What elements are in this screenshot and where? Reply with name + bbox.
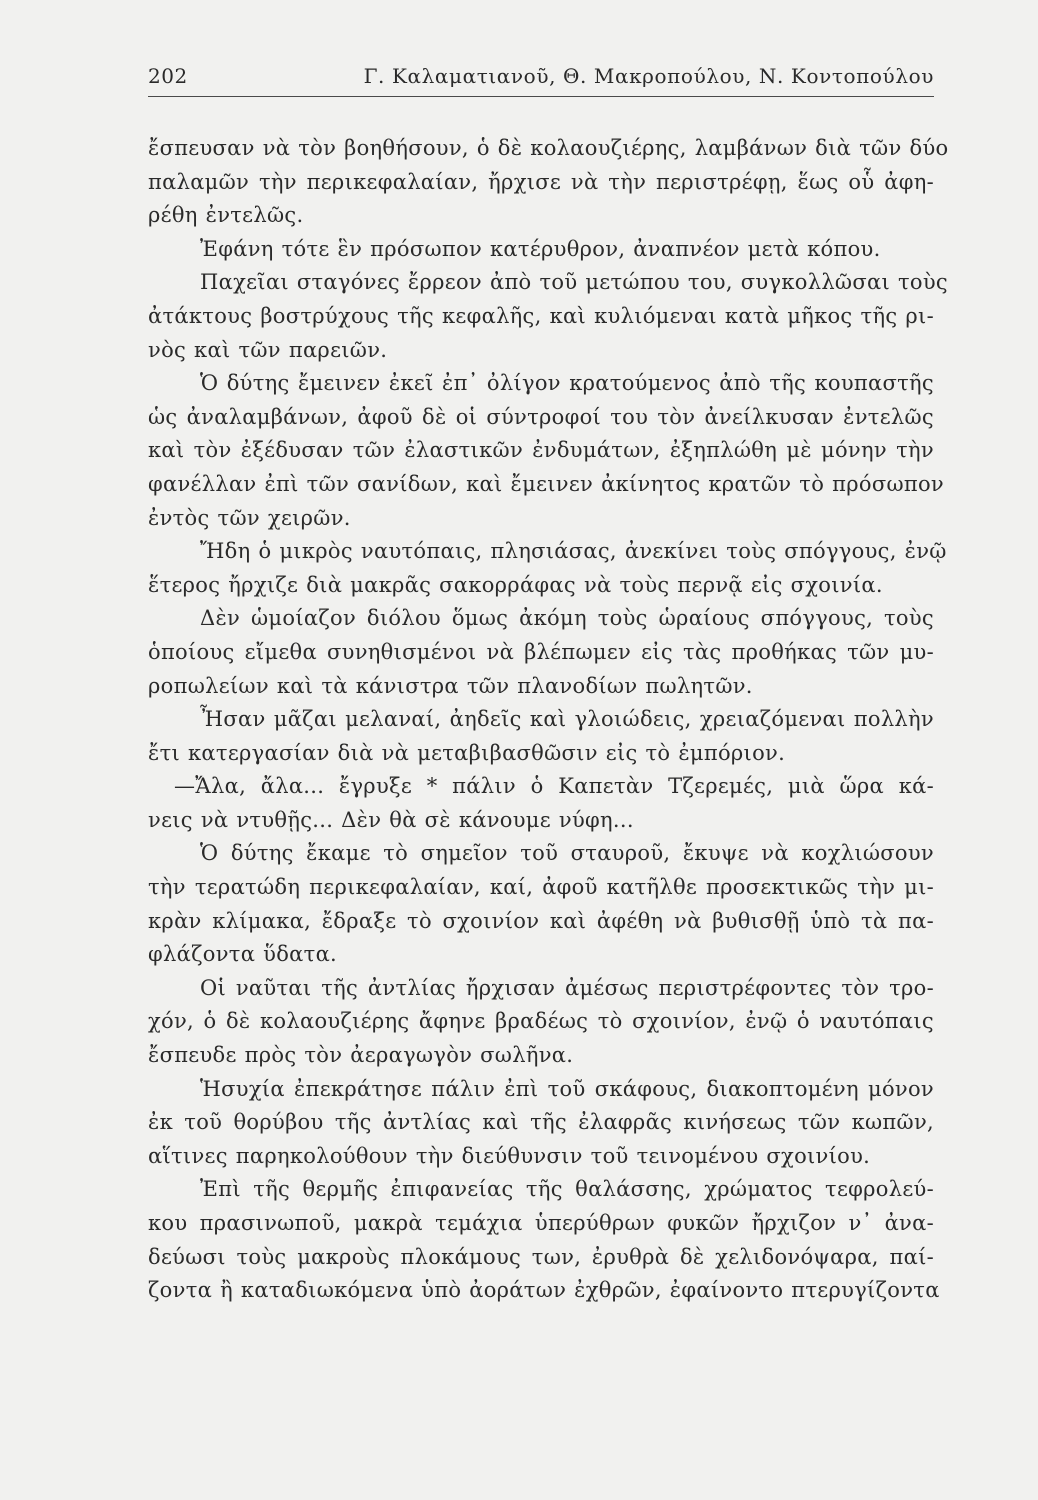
text-line: Δὲν ὡμοίαζον διόλου ὅμως ἀκόμη τοὺς ὡραίους σπόγγους, τοὺς	[200, 606, 934, 631]
text-line: ροπωλείων καὶ τὰ κάνιστρα τῶν πλανοδίων πωλητῶν.	[148, 673, 753, 698]
text-line: —Ἄλα, ἄλα... ἔγρυξε * πάλιν ὁ Καπετὰν Τζερεμές, μιὰ ὥρα κά-	[174, 774, 934, 799]
text-line: χόν, ὁ δὲ κολαουζιέρης ἄφηνε βραδέως τὸ σχοινίον, ἐνῷ ὁ ναυτόπαις	[148, 1009, 934, 1034]
text-line: καὶ τὸν ἐξέδυσαν τῶν ἐλαστικῶν ἐνδυμάτων, ἐξηπλώθη μὲ μόνην τὴν	[148, 438, 934, 463]
text-line: φλάζοντα ὕδατα.	[148, 942, 338, 967]
text-line: Ἡσυχία ἐπεκράτησε πάλιν ἐπὶ τοῦ σκάφους, διακοπτομένη μόνον	[200, 1076, 934, 1101]
text-line: ρέθη ἐντελῶς.	[148, 203, 304, 228]
page-number: 202	[148, 64, 188, 88]
text-line: ἔσπευδε πρὸς τὸν ἀεραγωγὸν σωλῆνα.	[148, 1043, 574, 1068]
body-text	[148, 132, 949, 1308]
text-line: ζοντα ἢ καταδιωκόμενα ὑπὸ ἀοράτων ἐχθρῶν, ἐφαίνοντο πτερυγίζοντα	[148, 1278, 940, 1303]
text-line: νεις νὰ ντυθῇς... Δὲν θὰ σὲ κάνουμε νύφη...	[148, 807, 634, 832]
text-line: αἵτινες παρηκολούθουν τὴν διεύθυνσιν τοῦ τεινομένου σχοινίου.	[148, 1143, 871, 1168]
text-line: ἕτερος ἤρχιζε διὰ μακρᾶς σακορράφας νὰ τοὺς περνᾷ εἰς σχοινία.	[148, 572, 883, 597]
text-line: ὁποίους εἴμεθα συνηθισμένοι νὰ βλέπωμεν εἰς τὰς προθήκας τῶν μυ-	[148, 639, 934, 664]
text-line: κρὰν κλίμακα, ἔδραξε τὸ σχοινίον καὶ ἀφέθη νὰ βυθισθῇ ὑπὸ τὰ πα-	[148, 908, 934, 933]
running-head-authors: Γ. Καλαματιανοῦ, Θ. Μακροπούλου, Ν. Κοντοπούλου	[363, 64, 934, 88]
text-line: τὴν τερατώδη περικεφαλαίαν, καί, ἀφοῦ κατῆλθε προσεκτικῶς τὴν μι-	[148, 875, 934, 900]
text-line: Ἤδη ὁ μικρὸς ναυτόπαις, πλησιάσας, ἀνεκίνει τοὺς σπόγγους, ἐνῷ	[200, 539, 947, 564]
text-line: ἔσπευσαν νὰ τὸν βοηθήσουν, ὁ δὲ κολαουζιέρης, λαμβάνων διὰ τῶν δύο	[148, 136, 949, 160]
text-line: Ἐφάνη τότε ἓν πρόσωπον κατέρυθρον, ἀναπνέον μετὰ κόπου.	[200, 236, 881, 261]
text-line: ὡς ἀναλαμβάνων, ἀφοῦ δὲ οἱ σύντροφοί του τὸν ἀνείλκυσαν ἐντελῶς	[148, 404, 934, 429]
text-line: παλαμῶν τὴν περικεφαλαίαν, ἤρχισε νὰ τὴν περιστρέφῃ, ἕως οὗ ἀφη-	[148, 169, 934, 194]
text-line: ἐκ τοῦ θορύβου τῆς ἀντλίας καὶ τῆς ἐλαφρᾶς κινήσεως τῶν κωπῶν,	[148, 1110, 934, 1135]
text-line: Ὁ δύτης ἔκαμε τὸ σημεῖον τοῦ σταυροῦ, ἔκυψε νὰ κοχλιώσουν	[200, 841, 934, 866]
text-line: Ἐπὶ τῆς θερμῆς ἐπιφανείας τῆς θαλάσσης, χρώματος τεφρολεύ-	[200, 1177, 934, 1202]
text-line: φανέλλαν ἐπὶ τῶν σανίδων, καὶ ἔμεινεν ἀκίνητος κρατῶν τὸ πρόσωπον	[148, 471, 944, 496]
text-line: ἐντὸς τῶν χειρῶν.	[148, 505, 351, 530]
text-line: ἀτάκτους βοστρύχους τῆς κεφαλῆς, καὶ κυλιόμεναι κατὰ μῆκος τῆς ρι-	[148, 303, 934, 328]
text-line: ἔτι κατεργασίαν διὰ νὰ μεταβιβασθῶσιν εἰς τὸ ἐμπόριον.	[148, 740, 786, 765]
text-line: Ὁ δύτης ἔμεινεν ἐκεῖ ἐπ᾿ ὀλίγον κρατούμενος ἀπὸ τῆς κουπαστῆς	[200, 371, 934, 396]
text-line: Οἱ ναῦται τῆς ἀντλίας ἤρχισαν ἀμέσως περιστρέφοντες τὸν τρο-	[200, 975, 934, 1000]
text-line: Παχεῖαι σταγόνες ἔρρεον ἀπὸ τοῦ μετώπου του, συγκολλῶσαι τοὺς	[200, 270, 948, 295]
text-line: νὸς καὶ τῶν παρειῶν.	[148, 337, 388, 362]
page-header	[148, 62, 934, 97]
text-line: δεύωσι τοὺς μακροὺς πλοκάμους των, ἐρυθρὰ δὲ χελιδονόψαρα, παί-	[148, 1244, 934, 1269]
text-line: Ἦσαν μᾶζαι μελαναί, ἀηδεῖς καὶ γλοιώδεις, χρειαζόμεναι πολλὴν	[200, 707, 934, 732]
text-line: κου πρασινωποῦ, μακρὰ τεμάχια ὑπερύθρων φυκῶν ἤρχιζον ν᾿ ἀνα-	[148, 1211, 934, 1235]
